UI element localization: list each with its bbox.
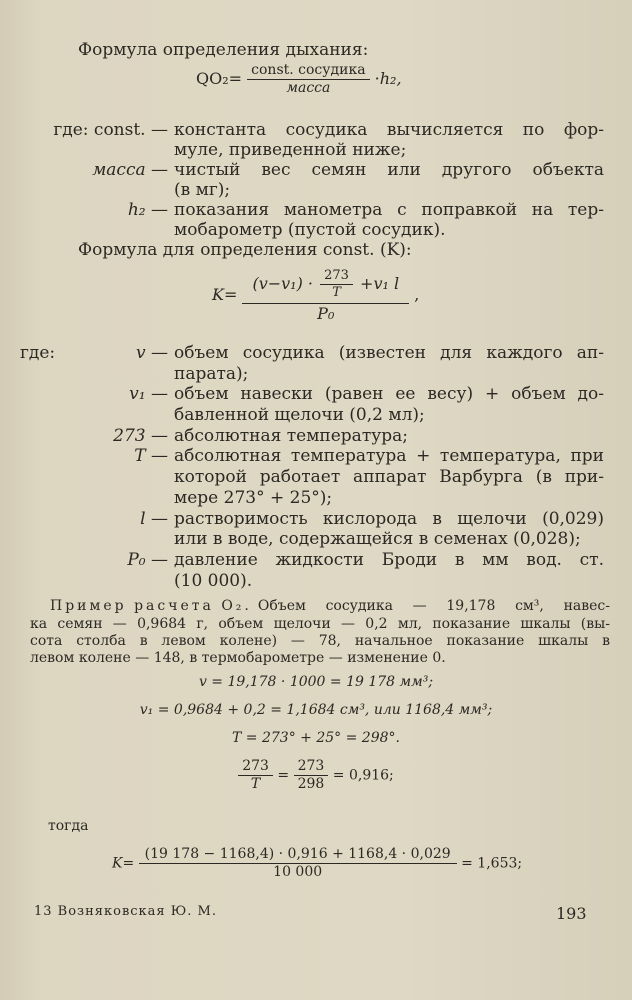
definition-text: которой работает аппарат Варбурга (в при- xyxy=(174,467,604,488)
definition-symbol: v — xyxy=(135,343,168,363)
def-h2: h₂ — показания манометра с поправкой на тер- xyxy=(127,200,604,220)
calc-eq2: v₁ = 0,9684 + 0,2 = 1,1684 см³, или 1168,4 мм³; xyxy=(139,702,493,718)
final-k-formula: K= $\frac{(19 178 - 1168,4) \cdot 0,916 + 1168,4 \cdot 0,029}{10 000}$ = 1,653; xyxy=(112,846,523,880)
definition-0 xyxy=(20,343,610,364)
footer-signature: 13 Возняковская Ю. М. xyxy=(34,904,217,919)
definition-text: парата); xyxy=(174,363,249,384)
definition-1 xyxy=(20,384,610,405)
definition-line xyxy=(20,405,610,426)
definition-text: объем навески (равен ее весу) + объем до- xyxy=(174,384,604,405)
definition-line xyxy=(20,571,610,592)
example-heading: Пример расчета O₂. xyxy=(50,598,252,614)
definition-line xyxy=(20,529,610,550)
example-paragraph: Пример расчета O₂. Объем сосудика — 19,178 см³, навес- xyxy=(50,598,610,614)
qo2-tail: ·h₂, xyxy=(374,69,402,88)
definition-line xyxy=(20,364,610,385)
definition-text: (10 000). xyxy=(174,570,253,591)
qo2-lhs: QO₂= xyxy=(196,69,243,88)
definition-3 xyxy=(20,446,610,467)
k-formula: K= (v−v₁) · $\frac{273}{T}$ +v₁ l P₀ , xyxy=(212,268,420,323)
definition-text: мере 273° + 25°); xyxy=(174,487,333,508)
section-title-breathing: Формула определения дыхания: xyxy=(78,40,369,60)
k-denominator: P₀ xyxy=(317,304,335,323)
definition-symbol: P₀ — xyxy=(127,549,168,570)
calc-eq1: v = 19,178 · 1000 = 19 178 мм³; xyxy=(198,674,434,690)
where-label: где: xyxy=(20,343,56,363)
definition-text: или в воде, содержащейся в семенах (0,028); xyxy=(174,529,581,550)
page-number: 193 xyxy=(556,904,587,923)
calc-eq4: $\frac{273}{T}$ = $\frac{273}{298}$ = 0,916; xyxy=(0,758,632,793)
k-lhs: K= xyxy=(212,285,238,304)
definition-4 xyxy=(20,509,610,530)
definition-line xyxy=(20,467,610,488)
qo2-denominator: масса xyxy=(286,80,331,96)
definition-5 xyxy=(20,550,610,571)
definition-text: бавленной щелочи (0,2 мл); xyxy=(174,405,425,426)
definition-symbol: T — xyxy=(134,446,168,467)
definition-symbol: v₁ — xyxy=(129,384,168,405)
definition-text: объем сосудика (известен для каждого ап- xyxy=(174,343,604,363)
book-page: Формула определения дыхания: QO₂= $\frac{\text{const. сосудика}}{\text{масса}}$ ·h₂, где: const. — константа сосудика вычисляется по фор- муле, приведенной ниже; масса — чистый вес семян или другого объекта (в мг); h₂ — показания манометра с поправкой на тер- мобарометр (пустой сосудик). Формула для определения const. (K): K= (v−v₁) · $\frac{273}{T}$ +v₁ l P₀ , где: v — объем сосудика (известен для каждого ап- парата); v₁ — объем навески (равен ее весу) + объем до- бавленной щелочи (0,2 мл); 273 — абсолютная температура; T — абсолютная температура + температура, при которой работает аппарат Варбурга (в при- мере 273° + 25°); l — растворимость кислорода в щелочи (0,029) или в воде, содержащейся в семенах (0,028); P₀ — давление жидкости Броди в мм вод. ст. (10 000). Пример расчета O₂. Объем сосудика — 19,178 см³, навес- ка семян — 0,9684 г, объем щелочи — 0,2 мл, показание шкалы (вы- сота столба в левом колене) — 78, начальное показание шкалы в левом колене — 148, в термобарометре — изменение 0. v = 19,178 · 1000 = 19 178 мм³; v₁ = 0,9684 + 0,2 = 1,1684 см³, или 1168,4 мм³; T = 273° + 25° = 298°. $\frac{273}{T}$ = $\frac{273}{298}$ = 0,916; тогда K= $\frac{(19 178 - 1168,4) \cdot 0,916 + 1168,4 \cdot 0,029}{10 000}$ = 1,653; 13 Возняковская Ю. М. 193 xyxy=(0,0,632,1000)
definitions-const xyxy=(20,343,610,591)
calc-eq3: T = 273° + 25° = 298°. xyxy=(232,730,400,746)
definition-text: растворимость кислорода в щелочи (0,029) xyxy=(174,508,604,529)
def-mass: масса — чистый вес семян или другого объекта xyxy=(92,160,604,180)
definition-symbol: l — xyxy=(140,508,168,529)
definition-text: абсолютная температура + температура, при xyxy=(174,446,604,467)
definition-line xyxy=(20,488,610,509)
section-title-const: Формула для определения const. (K): xyxy=(78,240,412,260)
def-const: где: const. — константа сосудика вычисляется по фор- xyxy=(53,120,604,140)
definitions-breathing: где: const. — константа сосудика вычисляется по фор- муле, приведенной ниже; масса — чистый вес семян или другого объекта (в мг); h₂ — показания манометра с поправкой на тер- мобарометр (пустой сосудик). xyxy=(20,120,610,240)
then-word: тогда xyxy=(48,818,89,834)
definition-text: абсолютная температура; xyxy=(174,425,408,446)
definition-text: давление жидкости Броди в мм вод. ст. xyxy=(174,549,604,570)
definition-symbol: 273 — xyxy=(113,425,168,446)
definition-2 xyxy=(20,426,610,447)
qo2-numerator: const. сосудика xyxy=(247,62,369,80)
qo2-formula xyxy=(196,62,402,97)
